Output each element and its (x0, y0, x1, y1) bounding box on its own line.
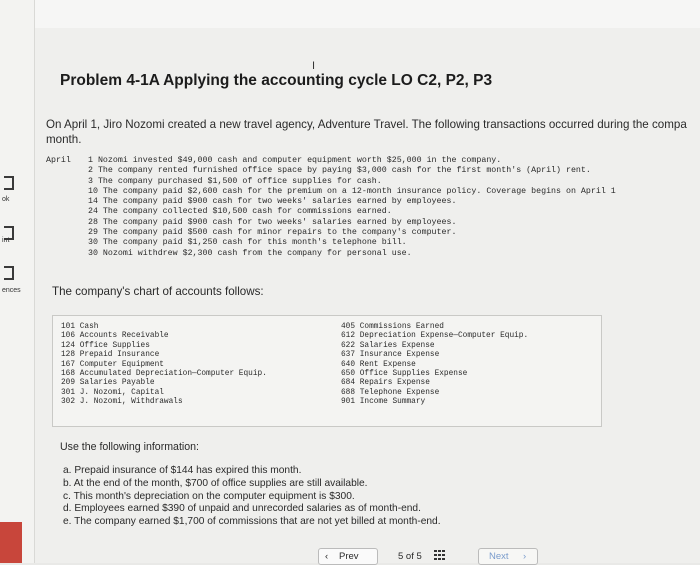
problem-intro: On April 1, Jiro Nozomi created a new travel agency, Adventure Travel. The following transactions occurred during the compa month. (46, 118, 687, 146)
information-item: b. At the end of the month, $700 of office supplies are still available. (63, 477, 368, 489)
information-item: c. This month's depreciation on the computer equipment is $300. (63, 490, 355, 502)
account-item: 167 Computer Equipment (61, 360, 164, 369)
transactions-list (46, 156, 616, 258)
prev-label: Prev (339, 551, 359, 562)
account-item: 405 Commissions Earned (341, 323, 444, 331)
rail-label-references[interactable]: ences (2, 287, 21, 294)
rail-red-tab[interactable] (0, 522, 22, 563)
account-item: 901 Income Summary (341, 398, 426, 407)
account-item: 124 Office Supplies (61, 341, 150, 350)
transaction-rows (88, 156, 616, 259)
account-item: 106 Accounts Receivable (61, 332, 169, 341)
pager (318, 548, 648, 563)
information-item: a. Prepaid insurance of $144 has expired this month. (63, 465, 302, 476)
next-label: Next (489, 551, 509, 562)
transaction-row: 24 The company collected $10,500 cash for commissions earned. (88, 207, 392, 217)
accounts-right-column (341, 323, 528, 408)
information-item: d. Employees earned $390 of unpaid and unrecorded salaries as of month-end. (63, 503, 421, 515)
account-item: 684 Repairs Expense (341, 379, 430, 388)
account-item: 209 Salaries Payable (61, 379, 155, 388)
chevron-left-icon: ‹ (325, 551, 329, 562)
grid-icon[interactable] (434, 550, 446, 560)
transaction-row: 10 The company paid $2,600 cash for the premium on a 12-month insurance policy. Coverage begins on April 1 (88, 186, 616, 196)
rail-bracket-icon (4, 176, 14, 190)
account-item: 640 Rent Expense (341, 360, 416, 369)
account-item: 688 Telephone Expense (341, 388, 440, 397)
account-item: 650 Office Supplies Expense (341, 370, 468, 379)
account-item: 637 Insurance Expense (341, 351, 440, 360)
chevron-right-icon: › (523, 551, 527, 562)
information-list (63, 465, 441, 529)
transaction-row: 30 Nozomi withdrew $2,300 cash from the company for personal use. (88, 248, 412, 258)
chart-of-accounts-label: The company's chart of accounts follows: (52, 285, 264, 298)
rail-bracket-icon (4, 266, 14, 280)
transaction-row: 3 The company purchased $1,500 of office supplies for cash. (88, 176, 382, 186)
rail-label-int[interactable]: int (2, 237, 10, 244)
account-item: 622 Salaries Expense (341, 341, 435, 350)
account-item: 612 Depreciation Expense—Computer Equip. (341, 332, 529, 341)
left-rail (0, 0, 35, 563)
accounts-left-column (61, 323, 267, 408)
information-item: e. The company earned $1,700 of commissions that are not yet billed at month-end. (63, 516, 441, 528)
prev-button[interactable] (318, 548, 378, 565)
transactions-month: April (46, 156, 71, 165)
text-cursor-icon: I (312, 60, 316, 72)
transaction-row: 14 The company paid $900 cash for two weeks' salaries earned by employees. (88, 197, 457, 207)
transaction-row: 28 The company paid $900 cash for two weeks' salaries earned by employees. (88, 217, 457, 227)
account-item: 301 J. Nozomi, Capital (61, 388, 164, 397)
transaction-row: 1 Nozomi invested $49,000 cash and computer equipment worth $25,000 in the company. (88, 156, 502, 165)
account-item: 302 J. Nozomi, Withdrawals (61, 398, 183, 407)
rail-label-ok[interactable]: ok (2, 196, 10, 203)
account-item: 101 Cash (61, 323, 99, 331)
top-bar (0, 0, 700, 28)
page-indicator: 5 of 5 (398, 551, 422, 562)
next-button[interactable] (478, 548, 538, 565)
information-label: Use the following information: (60, 441, 199, 453)
transaction-row: 2 The company rented furnished office space by paying $3,000 cash for the first month's (April) rent. (88, 166, 591, 176)
transaction-row: 30 The company paid $1,250 cash for this month's telephone bill. (88, 238, 407, 248)
chart-of-accounts-box (52, 315, 602, 427)
account-item: 168 Accumulated Depreciation—Computer Equip. (61, 370, 267, 379)
transaction-row: 29 The company paid $500 cash for minor repairs to the company's computer. (88, 228, 457, 238)
account-item: 128 Prepaid Insurance (61, 351, 160, 360)
problem-title: Problem 4-1A Applying the accounting cycle LO C2, P2, P3 (60, 72, 493, 89)
